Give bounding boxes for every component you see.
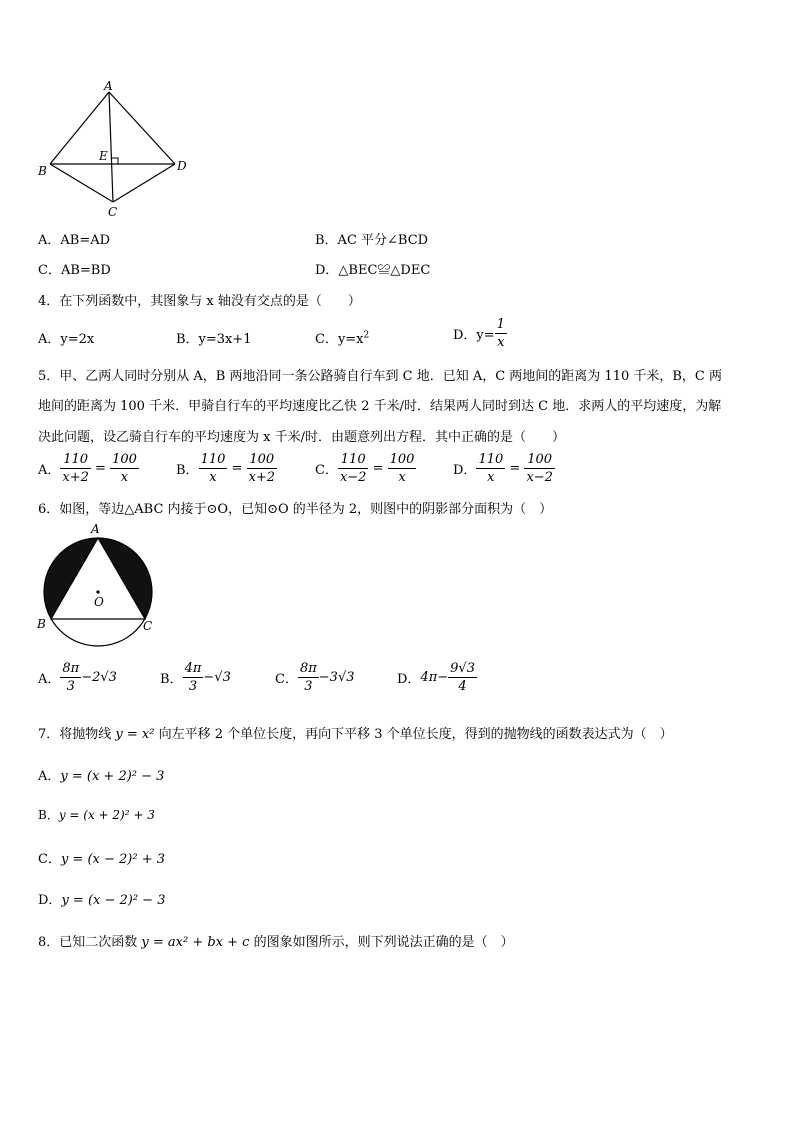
label-d: D: [177, 159, 187, 173]
option-label: A．: [38, 463, 61, 478]
option-fraction: [448, 660, 477, 695]
fraction-right: [110, 451, 139, 486]
q6-option-b: [160, 660, 231, 695]
q4-question-text: 4．在下列函数中，其图象与 x 轴没有交点的是（ ）: [38, 294, 361, 309]
option-label: B．: [38, 808, 59, 822]
question-formula: y = ax² + bx + c: [141, 935, 250, 950]
fraction-numerator: 110: [200, 452, 226, 467]
fraction-numerator: 100: [112, 452, 137, 467]
q6-option-c: [275, 660, 355, 695]
fraction-denominator: x: [497, 335, 505, 350]
fraction-denominator: x: [120, 470, 129, 485]
fraction-numerator: 110: [60, 451, 91, 469]
q5-question-line-3: 决此问题，设乙骑自行车的平均速度为 x 千米/时．由题意列出方程．其中正确的是（ ）: [38, 430, 565, 445]
label-a: A: [91, 522, 100, 536]
q4-option-d: [453, 316, 507, 351]
fraction-denominator: x−2: [339, 470, 367, 485]
fraction-numerator: 4π: [184, 661, 202, 676]
label-b: B: [37, 617, 46, 631]
label-b: B: [38, 164, 47, 178]
option-formula: y = (x + 2)² − 3: [60, 769, 165, 784]
fraction-denominator: 4: [458, 679, 467, 694]
q5-question-line-2: 地间的距离为 100 千米．甲骑自行车的平均速度比乙快 2 千米/时．结果两人同时到达 C 地．求两人的平均速度，为解: [38, 399, 722, 414]
label-e: E: [99, 149, 108, 163]
equals-sign: =: [505, 461, 525, 476]
fraction-denominator: 3: [304, 679, 313, 694]
fraction-numerator: 8π: [62, 661, 80, 676]
option-label: D．: [453, 463, 477, 478]
option-formula: y = (x + 2)² + 3: [58, 808, 155, 822]
option-head: 4π−: [420, 670, 449, 685]
q5-option-d: [453, 451, 555, 486]
fraction-numerator: 9√3: [450, 661, 475, 676]
q7-option-d: [38, 889, 165, 908]
option-label: A．: [38, 672, 61, 687]
fraction-numerator: 100: [524, 451, 555, 469]
fraction-numerator: 8π: [299, 661, 317, 676]
q4-option-c-base: C．y=x: [315, 332, 364, 347]
fraction-left: [338, 451, 369, 486]
question-formula: y = x²: [115, 727, 155, 742]
fraction-denominator: x+2: [248, 470, 276, 485]
label-c: C: [143, 619, 153, 633]
fraction-left: [199, 451, 228, 486]
option-label: A．: [38, 769, 61, 784]
fraction-denominator: x: [487, 470, 495, 485]
option-label: D．: [397, 672, 421, 687]
fraction-numerator: 110: [338, 451, 369, 469]
q4-option-a: A．y=2x: [38, 332, 95, 347]
option-fraction: [298, 660, 319, 695]
q6-option-a: [38, 660, 117, 695]
q8-question-text: [38, 931, 514, 950]
right-angle-mark: [111, 158, 118, 164]
label-o: O: [94, 595, 104, 609]
q4-option-d-prefix: D．y=: [453, 328, 495, 343]
fraction-denominator: 3: [66, 679, 75, 694]
q3-kite-figure: [30, 76, 200, 221]
option-label: C．: [275, 672, 298, 687]
option-label: D．: [38, 893, 62, 908]
q4-option-c-exponent: 2: [363, 330, 370, 341]
q5-option-c: [315, 451, 416, 486]
fraction-right: [388, 451, 417, 486]
fraction-left: [60, 451, 91, 486]
fraction-right: [247, 451, 278, 486]
question-suffix: 向左平移 2 个单位长度，再向下平移 3 个单位长度，得到的抛物线的函数表达式为（ ）: [154, 727, 673, 742]
fraction-denominator: x: [398, 470, 406, 485]
option-label: B．: [176, 463, 199, 478]
fraction-denominator: x: [209, 470, 217, 485]
segment-ac: [109, 92, 113, 202]
q7-question-text: [38, 723, 673, 742]
fraction-denominator: x−2: [526, 470, 553, 485]
option-fraction: [60, 660, 81, 695]
segment-bc: [50, 164, 113, 202]
equals-sign: =: [90, 461, 111, 476]
q7-option-a: [38, 765, 164, 784]
option-tail: −√3: [203, 670, 231, 685]
option-label: C．: [315, 463, 338, 478]
q6-option-d: [397, 660, 477, 695]
question-prefix: 7．将抛物线: [38, 727, 116, 742]
fraction-numerator: 100: [247, 451, 278, 469]
q5-question-line-1: 5．甲、乙两人同时分别从 A，B 两地沿同一条公路骑自行车到 C 地．已知 A，C 两地间的距离为 110 千米，B，C 两: [38, 369, 722, 384]
q7-option-b: [38, 806, 155, 823]
q3-option-c: C．AB=BD: [38, 263, 111, 278]
fraction-numerator: 100: [389, 452, 415, 467]
segment-dc: [113, 164, 175, 202]
equals-sign: =: [227, 461, 247, 476]
q6-circle-figure: [34, 520, 164, 648]
option-fraction: [183, 660, 204, 695]
segment-ad: [109, 92, 175, 164]
q5-option-b: [176, 451, 277, 486]
q5-option-a: [38, 451, 139, 486]
q4-option-d-fraction: [495, 316, 507, 351]
q3-option-d: D．△BEC≌△DEC: [315, 263, 431, 278]
equals-sign: =: [368, 461, 388, 476]
fraction-numerator: 110: [478, 452, 504, 467]
fraction-numerator: 1: [496, 317, 505, 332]
center-point-o: [96, 590, 99, 593]
option-formula: y = (x − 2)² − 3: [61, 893, 166, 908]
q4-option-c: [315, 328, 369, 347]
fraction-right: [524, 451, 555, 486]
q7-option-c: [38, 848, 165, 867]
q4-option-b: B．y=3x+1: [176, 332, 252, 347]
question-suffix: 的图象如图所示，则下列说法正确的是（ ）: [249, 935, 514, 950]
q3-option-b: B．AC 平分∠BCD: [315, 233, 429, 248]
option-formula: y = (x − 2)² + 3: [60, 852, 165, 867]
question-prefix: 8．已知二次函数: [38, 935, 142, 950]
fraction-denominator: x+2: [62, 470, 89, 485]
label-c: C: [108, 205, 118, 219]
option-label: B．: [160, 672, 183, 687]
q6-question-text: 6．如图，等边△ABC 内接于⊙O，已知⊙O 的半径为 2，则图中的阴影部分面积为（ ）: [38, 502, 553, 517]
fraction-denominator: 3: [188, 679, 198, 694]
label-a: A: [104, 79, 113, 93]
fraction-left: [476, 451, 505, 486]
q3-option-a: A．AB=AD: [38, 233, 111, 248]
option-tail: −2√3: [81, 670, 117, 685]
option-tail: −3√3: [318, 670, 355, 685]
option-label: C．: [38, 852, 61, 867]
